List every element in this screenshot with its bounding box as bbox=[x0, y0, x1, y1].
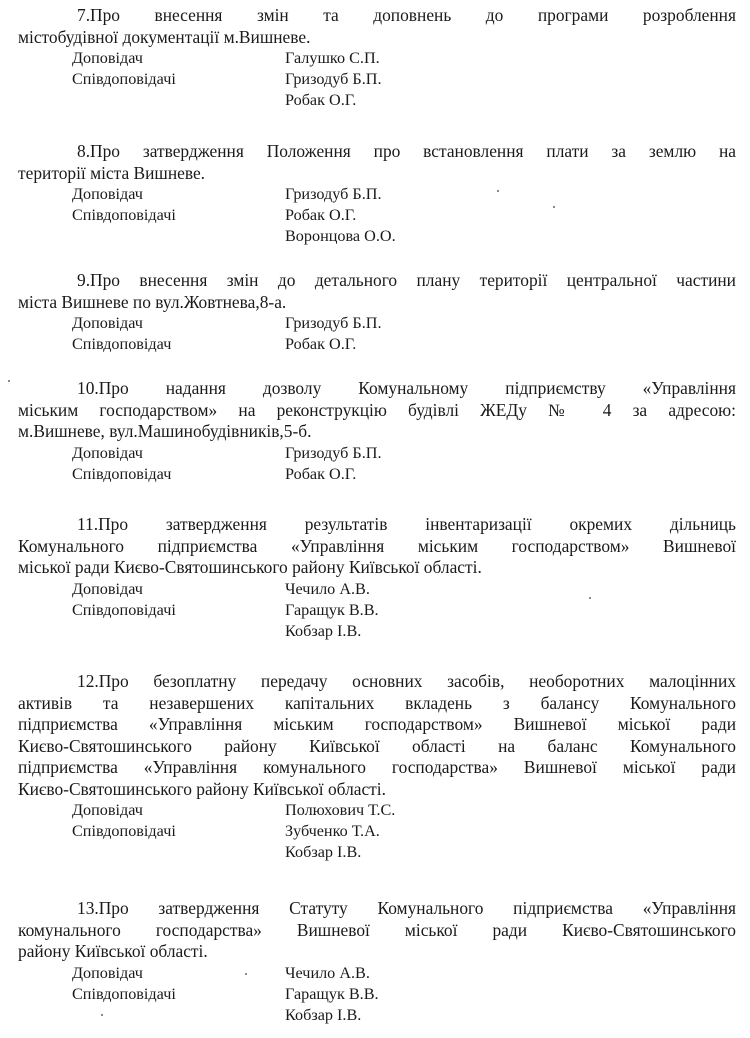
co-speaker-name: Робак О.Г. bbox=[285, 464, 357, 483]
scan-speck bbox=[553, 206, 555, 208]
co-speakers-label: Співдоповідач bbox=[72, 335, 172, 353]
agenda-item-12 bbox=[18, 671, 736, 863]
co-speaker-name: Зубченко Т.А. bbox=[285, 822, 380, 840]
speaker-name: Гризодуб Б.П. bbox=[285, 443, 382, 462]
co-speakers-label: Співдоповідачі bbox=[72, 70, 176, 88]
co-speakers-label: Співдоповідачі bbox=[72, 822, 176, 840]
speaker-name: Чечило А.В. bbox=[285, 963, 370, 982]
speaker-name: Чечило А.В. bbox=[285, 579, 370, 598]
speaker-label: Доповідач bbox=[72, 314, 143, 332]
speaker-label: Доповідач bbox=[72, 49, 143, 67]
co-speaker-name: Кобзар І.В. bbox=[285, 843, 362, 861]
agenda-item-13 bbox=[18, 898, 736, 1026]
speaker-label: Доповідач bbox=[72, 801, 143, 819]
co-speakers-label: Співдоповідач bbox=[72, 464, 172, 483]
co-speaker-name: Робак О.Г. bbox=[285, 335, 357, 353]
scan-speck bbox=[101, 1014, 103, 1016]
co-speaker-name: Робак О.Г. bbox=[285, 206, 357, 224]
co-speaker-name: Робак О.Г. bbox=[285, 91, 357, 109]
co-speaker-name: Кобзар І.В. bbox=[285, 621, 362, 640]
co-speakers-label: Співдоповідачі bbox=[72, 984, 176, 1003]
speaker-label: Доповідач bbox=[72, 443, 143, 462]
co-speaker-name: Гаращук В.В. bbox=[285, 984, 379, 1003]
scan-speck bbox=[497, 190, 499, 192]
co-speaker-name: Кобзар І.В. bbox=[285, 1005, 362, 1024]
speaker-name: Галушко С.П. bbox=[285, 49, 380, 67]
speaker-label: Доповідач bbox=[72, 963, 143, 982]
agenda-item-text: 7.Про внесення змін та доповнень до програми розроблення містобудівної документації м.Вишневе. bbox=[18, 5, 736, 47]
speaker-name: Гризодуб Б.П. bbox=[285, 314, 382, 332]
agenda-item-text: 11.Про затвердження результатів інвентаризації окремих дільниць Комунального підприємства «Управління міським господарством» Вишневої міської ради Києво-Святошинського району Київської області. bbox=[18, 514, 736, 577]
speaker-name: Гризодуб Б.П. bbox=[285, 185, 382, 203]
agenda-item-text: 9.Про внесення змін до детального плану території центральної частини міста Вишневе по вул.Жовтнева,8-а. bbox=[18, 270, 736, 312]
co-speakers-label: Співдоповідачі bbox=[72, 600, 176, 619]
agenda-item-8 bbox=[18, 141, 736, 247]
agenda-item-7 bbox=[18, 5, 736, 111]
co-speakers-label: Співдоповідачі bbox=[72, 206, 176, 224]
scan-speck bbox=[8, 380, 10, 382]
agenda-item-text: 10.Про надання дозволу Комунальному підприємству «Управління міським господарством» на реконструкцію будівлі ЖЕДу № 4 за адресою: м.Вишневе, вул.Машинобудівників,5-б. bbox=[18, 378, 736, 441]
scan-speck bbox=[589, 597, 591, 599]
agenda-item-text: 8.Про затвердження Положення про встановлення плати за землю на території міста Вишневе. bbox=[18, 141, 736, 183]
scan-speck bbox=[245, 973, 247, 975]
agenda-item-9 bbox=[18, 270, 736, 355]
agenda-item-text: 12.Про безоплатну передачу основних засобів, необоротних малоцінних активів та незавершених капітальних вкладень з балансу Комунального підприємства «Управління міським господарством» Вишневої міської ради Києво-Святошинського району Київської області на баланс Комунального підприємства «Управління комунального господарства» Вишневої міської ради Києво-Святошинського району Київської області. bbox=[18, 671, 736, 799]
co-speaker-name: Воронцова О.О. bbox=[285, 227, 396, 245]
speaker-label: Доповідач bbox=[72, 185, 143, 203]
co-speaker-name: Гризодуб Б.П. bbox=[285, 70, 382, 88]
agenda-item-10 bbox=[18, 378, 736, 485]
speaker-label: Доповідач bbox=[72, 579, 143, 598]
agenda-item-text: 13.Про затвердження Статуту Комунального підприємства «Управління комунального господарства» Вишневої міської ради Києво-Святошинського району Київської області. bbox=[18, 898, 736, 961]
co-speaker-name: Гаращук В.В. bbox=[285, 600, 379, 619]
agenda-item-11 bbox=[18, 514, 736, 642]
speaker-name: Полюхович Т.С. bbox=[285, 801, 396, 819]
